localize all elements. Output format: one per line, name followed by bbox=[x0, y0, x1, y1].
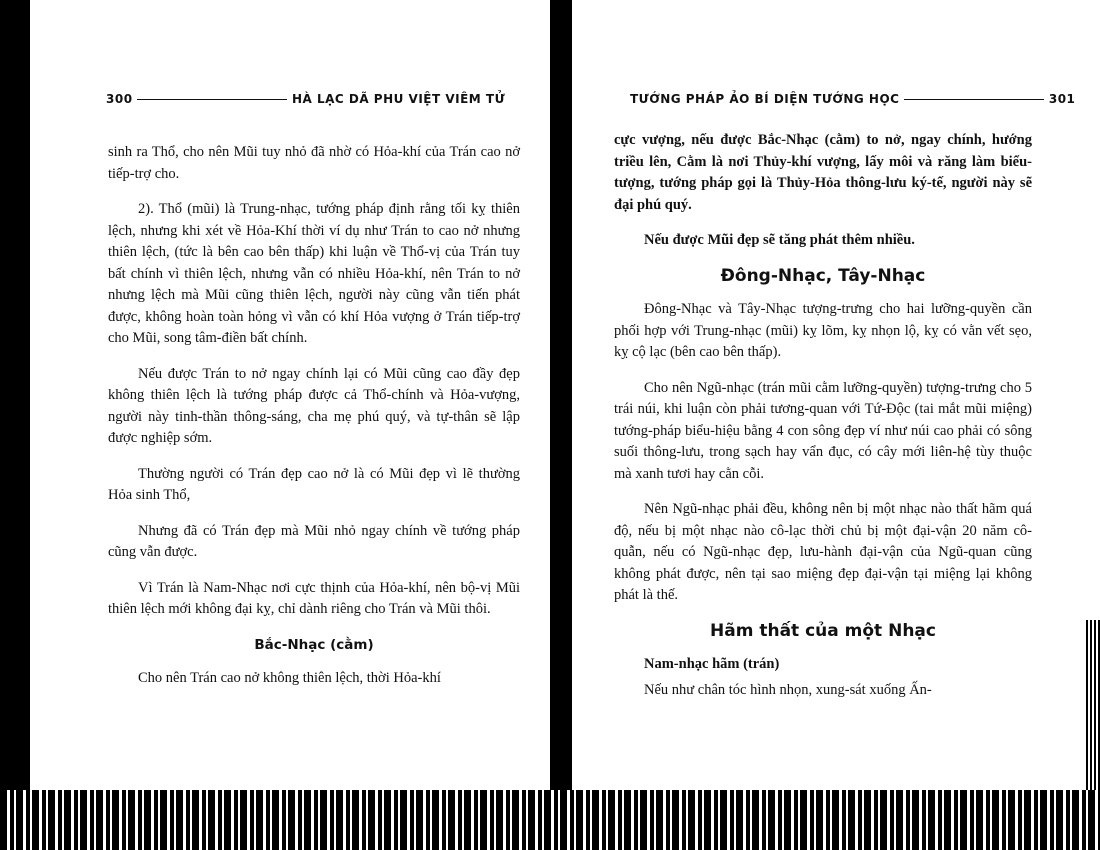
right-running-head: TƯỚNG PHÁP ẢO BÍ DIỆN TƯỚNG HỌC bbox=[630, 92, 900, 106]
right-page bbox=[572, 0, 1100, 790]
left-running-head: HÀ LẠC DÃ PHU VIỆT VIÊM TỬ bbox=[291, 92, 506, 106]
left-page bbox=[30, 0, 550, 790]
paragraph: Nếu như chân tóc hình nhọn, xung-sát xuống Ấn- bbox=[644, 681, 932, 698]
left-page-header bbox=[106, 92, 505, 106]
paragraph: Vì Trán là Nam-Nhạc nơi cực thịnh của Hỏa-khí, nên bộ-vị Mũi thiên lệch mới không đại kỵ, chỉ dành riêng cho Trán và Mũi thôi. bbox=[108, 579, 520, 617]
paragraph: Đông-Nhạc và Tây-Nhạc tượng-trưng cho hai lưỡng-quyền cần phối hợp với Trung-nhạc (mũi) kỵ lõm, kỵ nhọn lộ, kỵ có vằn vết sẹo, kỵ cộ lạc (bên cao bên thấp). bbox=[614, 301, 1032, 360]
section-heading: Đông-Nhạc, Tây-Nhạc bbox=[720, 265, 926, 286]
paragraph: sinh ra Thổ, cho nên Mũi tuy nhỏ đã nhờ có Hỏa-khí của Trán cao nở tiếp-trợ cho. bbox=[108, 144, 520, 182]
right-body bbox=[614, 130, 1032, 715]
paragraph: cực vượng, nếu được Bắc-Nhạc (cằm) to nở, ngay chính, hướng triều lên, Cằm là nơi Thủy-khí vượng, lấy môi và răng làm biểu-tượng, tướng pháp gọi là Thủy-Hỏa thông-lưu ký-tế, người này sẽ đại phú quý. bbox=[614, 132, 1032, 213]
paragraph: Nếu được Trán to nở ngay chính lại có Mũi cũng cao đầy đẹp không thiên lệch là tướng pháp được cả Thổ-chính và Hỏa-vượng, người này tinh-thần thông-sáng, cha mẹ phú quý, và tự-thân sẽ lập được nghiệp sớm. bbox=[108, 365, 520, 446]
paragraph: 2). Thổ (mũi) là Trung-nhạc, tướng pháp định rằng tối kỵ thiên lệch, nhưng khi xét về Hỏa-Khí thời ví dụ như Trán to cao nở nhưng thiên lệch, (tức là bên cao bên thấp) khi luận về Thổ-vị của Trán tuy bất chính vì thiên lệch, nhưng vẫn có nhiều Hỏa-khí, nên Trán to nở nhưng lệch mà Mũi cũng thiên lệch, người này cũng vẫn tiến phát được, không hoàn toàn hỏng vì vẫn có khí Hỏa vượng ở Trán tiếp-trợ cho Mũi, song tâm-điền bất chính. bbox=[108, 201, 520, 346]
paragraph: Nên Ngũ-nhạc phải đều, không nên bị một nhạc nào thất hãm quá độ, nếu bị một nhạc nào cô-lạc thời chủ bị một đại-vận 20 năm cô-quẫn, nếu có Ngũ-nhạc đẹp, lưu-hành đại-vận của Ngũ-quan cũng không phát được, nên tại sao miệng đẹp đại-vận tại miệng lại không phát là thế. bbox=[614, 501, 1032, 603]
scan-bottom-stripes bbox=[0, 790, 1100, 850]
paragraph: Nhưng đã có Trán đẹp mà Mũi nhỏ ngay chính về tướng pháp cũng vẫn được. bbox=[108, 522, 520, 560]
paragraph: Nếu được Mũi đẹp sẽ tăng phát thêm nhiều. bbox=[644, 232, 915, 248]
right-page-header bbox=[630, 92, 1075, 106]
paragraph: Cho nên Ngũ-nhạc (trán mũi cằm lưỡng-quyền) tượng-trưng cho 5 trái núi, khi luận còn phải tương-quan với Tứ-Độc (tai mắt mũi miệng) tướng-pháp biểu-hiệu bằng 4 con sông đẹp ví như núi cao phải có sông suối thông-lưu, trong sạch hay vẩn đục, có cây mới liên-hệ tùy thuộc mà xanh tươi hay cằn cỗi. bbox=[614, 379, 1032, 482]
left-body bbox=[108, 142, 520, 704]
left-page-number: 300 bbox=[106, 92, 133, 106]
subheading: Bắc-Nhạc (cằm) bbox=[254, 636, 374, 653]
header-rule bbox=[904, 99, 1044, 100]
scan-edge-stripes bbox=[1086, 620, 1100, 790]
subheading: Nam-nhạc hãm (trán) bbox=[644, 656, 780, 672]
right-page-number: 301 bbox=[1048, 92, 1076, 106]
header-rule bbox=[137, 99, 287, 100]
section-heading: Hãm thất của một Nhạc bbox=[710, 620, 936, 641]
paragraph: Cho nên Trán cao nở không thiên lệch, thời Hỏa-khí bbox=[138, 670, 441, 686]
paragraph: Thường người có Trán đẹp cao nở là có Mũi đẹp vì lẽ thường Hỏa sinh Thổ, bbox=[108, 465, 520, 503]
